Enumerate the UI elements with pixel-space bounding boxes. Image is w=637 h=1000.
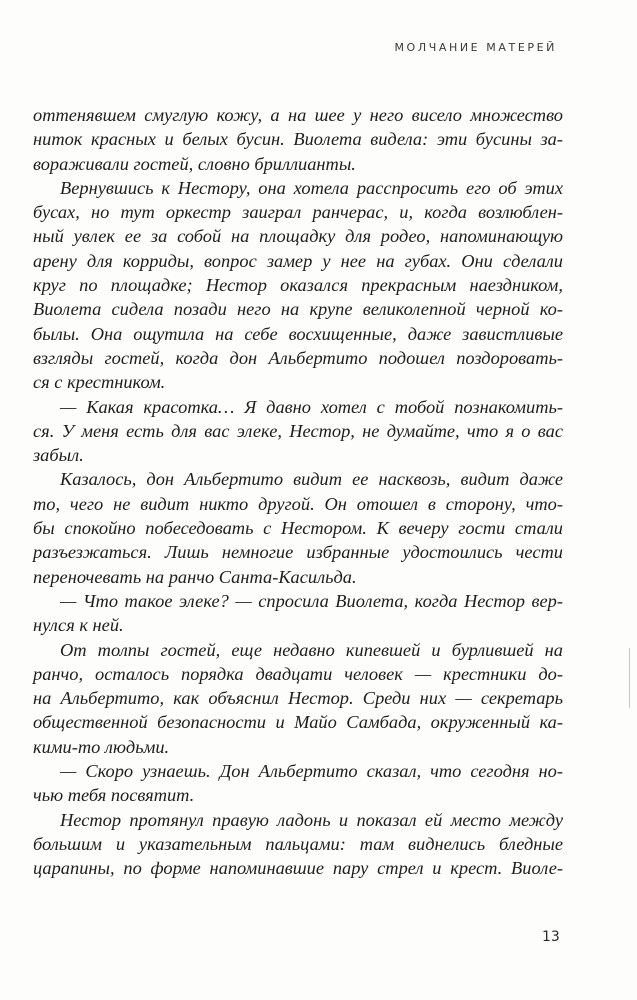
text-line: былы. Она ощутила на себе восхищенные, даже завистливые: [33, 323, 563, 344]
text-line: — Что такое элеке? — спросила Виолета, когда Нестор вер-: [60, 590, 563, 611]
scan-edge-mark: [629, 648, 630, 708]
text-line: нулся к ней.: [33, 615, 124, 636]
text-line: ранчо, осталось порядка двадцати человек — крестники до-: [33, 663, 563, 684]
text-line: ный увлек ее за собой на площадку для родео, напоминающую: [33, 226, 563, 247]
text-line: круг по площадке; Нестор оказался прекрасным наездником,: [33, 275, 563, 296]
text-line: бы спокойно побеседовать с Нестором. К вечеру гости стали: [33, 518, 563, 539]
text-line: — Какая красотка… Я давно хотел с тобой познакомить-: [60, 396, 563, 417]
text-line: Вернувшись к Нестору, она хотела расспросить его об этих: [60, 177, 563, 198]
text-line: От толпы гостей, еще недавно кипевшей и бурлившей на: [60, 639, 563, 660]
text-line: чью тебя посвятит.: [33, 785, 195, 806]
text-line: переночевать на ранчо Санта-Касильда.: [33, 566, 357, 587]
text-line: забыл.: [33, 445, 84, 466]
text-line: то, чего не видит никто другой. Он отошел в сторону, что-: [33, 493, 563, 514]
text-line: большим и указательным пальцами: там виднелись бледные: [33, 833, 563, 854]
running-title: МОЛЧАНИЕ МАТЕРЕЙ: [394, 41, 557, 54]
text-line: арену для корриды, вопрос замер у нее на губах. Они сделали: [33, 250, 563, 271]
text-line: ниток красных и белых бусин. Виолета видела: эти бусины за-: [33, 129, 563, 150]
text-line: ся с крестником.: [33, 372, 166, 393]
text-line: кими-то людьми.: [33, 736, 170, 757]
text-line: Виолета сидела позади него на крупе великолепной черной ко-: [33, 299, 563, 320]
text-line: царапины, по форме напоминавшие пару стрел и крест. Виоле-: [33, 858, 563, 879]
body-text: [33, 103, 563, 881]
text-line: вораживали гостей, словно бриллианты.: [33, 153, 356, 174]
text-line: ся. У меня есть для вас элеке, Нестор, не думайте, что я о вас: [33, 420, 563, 441]
text-line: бусах, но тут оркестр заиграл ранчерас, и, когда возлюблен-: [33, 202, 563, 223]
text-line: Казалось, дон Альбертито видит ее насквозь, видит даже: [60, 469, 563, 490]
text-line: на Альбертито, как объяснил Нестор. Среди них — секретарь: [33, 688, 563, 709]
text-line: — Скоро узнаешь. Дон Альбертито сказал, что сегодня но-: [60, 761, 563, 782]
text-line: общественной безопасности и Майо Самбада, окруженный ка-: [33, 712, 563, 733]
text-line: взгляды гостей, когда дон Альбертито подошел поздоровать-: [33, 347, 563, 368]
text-line: Нестор протянул правую ладонь и показал ей место между: [60, 809, 563, 830]
text-line: оттенявшем смуглую кожу, а на шее у него висело множество: [33, 105, 563, 125]
page-number: 13: [542, 929, 560, 945]
text-line: разъезжаться. Лишь немногие избранные удостоились чести: [33, 542, 563, 563]
